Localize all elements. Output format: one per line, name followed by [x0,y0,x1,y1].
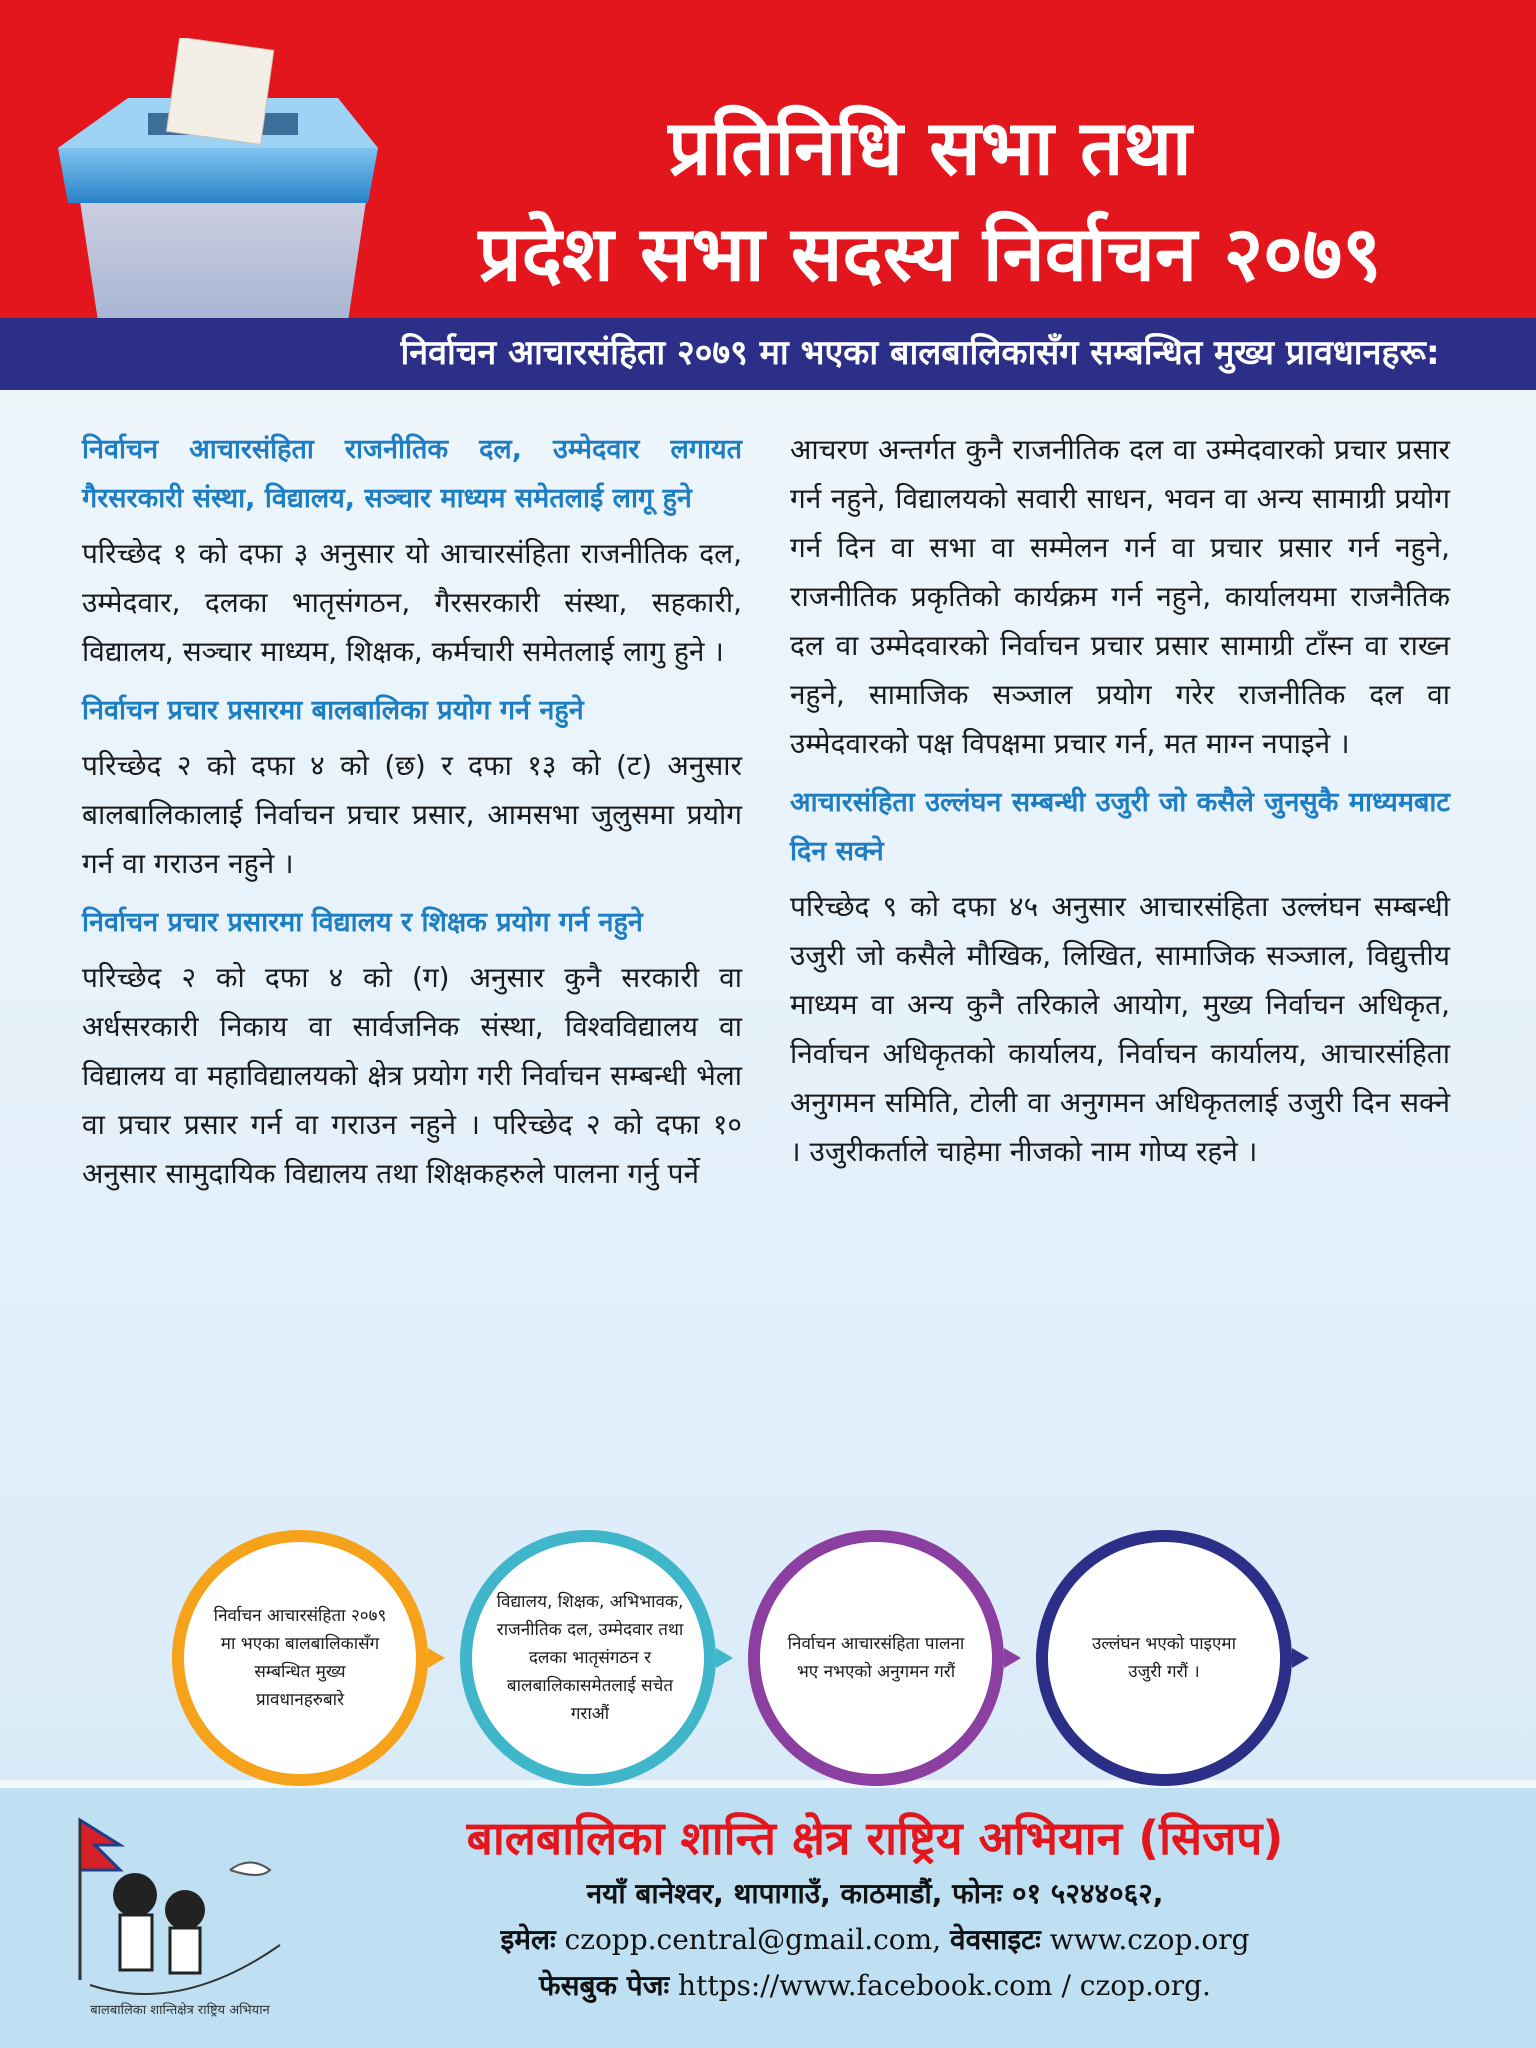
title-line-1: प्रतिनिधि सभा तथा [668,103,1192,192]
title-line-2: प्रदेश सभा सदस्य निर्वाचन २०७९ [478,209,1382,298]
section-heading: आचारसंहिता उल्लंघन सम्बन्धी उजुरी जो कसैले जुनसुकै माध्यमबाट दिन सक्ने [790,787,1450,867]
arrow-3-icon [1004,1648,1021,1668]
section-paragraph: परिच्छेद ९ को दफा ४५ अनुसार आचारसंहिता उल्लंघन सम्बन्धी उजुरी जो कसैले मौखिक, लिखित, सामाजिक सञ्जाल, विद्युत्तीय माध्यम वा अन्य कुनै तरिकाले आयोग, मुख्य निर्वाचन अधिकृत, निर्वाचन अधिकृतको कार्यालय, निर्वाचन कार्यालय, आचारसंहिता अनुगमन समिति, टोली वा अनुगमन अधिकृतलाई उजुरी दिन सक्ने । उजुरीकर्ताले चाहेमा नीजको नाम गोप्य रहने । [790,890,1450,1168]
email-label: इमेलः [500,1923,556,1956]
section-paragraph: परिच्छेद १ को दफा ३ अनुसार यो आचारसंहिता राजनीतिक दल, उम्मेदवार, दलका भातृसंगठन, गैरसरकारी संस्था, सहकारी, विद्यालय, सञ्चार माध्यम, शिक्षक, कर्मचारी समेतलाई लागु हुने । [82,537,742,668]
organization-logo [60,1800,300,2030]
step-text-1: निर्वाचन आचारसंहिता २०७९ मा भएका बालबालिकासँग सम्बन्धित मुख्य प्रावधानहरुबारे [213,1606,387,1710]
organization-name: बालबालिका शान्ति क्षेत्र राष्ट्रिय अभियान (सिजप) [466,1811,1284,1865]
page-subtitle: निर्वाचन आचारसंहिता २०७९ मा भएका बालबालिकासँग सम्बन्धित मुख्य प्रावधानहरू: [400,333,1440,373]
step-text-3: निर्वाचन आचारसंहिता पालना भए नभएको अनुगमन गरौं [787,1634,965,1682]
address-line: नयाँ बानेश्वर, थापागाउँ, काठमाडौं, फोनः ०१ ५२४४०६२, [586,1877,1164,1910]
page-title [380,95,1480,307]
step-text-4: उल्लंघन भएको पाइएमा उजुरी गरौं । [1092,1634,1236,1682]
left-column [82,425,742,1208]
section-paragraph: आचरण अन्तर्गत कुनै राजनीतिक दल वा उम्मेदवारको प्रचार प्रसार गर्न नहुने, विद्यालयको सवारी साधन, भवन वा अन्य सामाग्री प्रयोग गर्न दिन वा सभा वा सम्मेलन गर्न वा प्रचार प्रसार गर्न नहुने, राजनीतिक प्रकृतिको कार्यक्रम गर्न नहुने, कार्यालयमा राजनैतिक दल वा उम्मेदवारको निर्वाचन प्रचार प्रसार सामाग्री टाँस्न वा राख्न नहुने, सामाजिक सञ्जाल प्रयोग गरेर राजनीतिक दल वा उम्मेदवारको पक्ष विपक्षमा प्रचार गर्न, मत माग्न नपाइने । [790,433,1450,760]
facebook-link[interactable]: https://www.facebook.com / czop.org. [678,1969,1211,2002]
right-column [790,425,1450,1186]
website-link[interactable]: www.czop.org [1049,1923,1250,1956]
arrow-2-icon [716,1648,733,1668]
facebook-label: फेसबुक पेजः [539,1969,670,2002]
section-paragraph: परिच्छेद २ को दफा ४ को (छ) र दफा १३ को (ट) अनुसार बालबालिकालाई निर्वाचन प्रचार प्रसार, आमसभा जुलुसमा प्रयोग गर्न वा गराउन नहुने । [82,749,742,880]
section-heading: निर्वाचन प्रचार प्रसारमा बालबालिका प्रयोग गर्न नहुने [82,695,584,726]
section-heading: निर्वाचन प्रचार प्रसारमा विद्यालय र शिक्षक प्रयोग गर्न नहुने [82,907,643,938]
email-website-line [290,1918,1460,1962]
logo-caption: बालबालिका शान्तिक्षेत्र राष्ट्रिय अभियान [90,2003,270,2018]
step-text-2: विद्यालय, शिक्षक, अभिभावक, राजनीतिक दल, उम्मेदवार तथा दलका भातृसंगठन र बालबालिकासमेतलाई सचेत गराऔं [496,1592,684,1724]
website-label: वेवसाइटः [950,1923,1041,1956]
section-heading: निर्वाचन आचारसंहिता राजनीतिक दल, उम्मेदवार लगायत गैरसरकारी संस्था, विद्यालय, सञ्चार माध्यम समेतलाई लागू हुने [82,434,742,514]
arrow-4-icon [1292,1648,1309,1668]
arrow-1-icon [428,1648,445,1668]
email-link[interactable]: czopp.central@gmail.com, [564,1923,942,1956]
facebook-line [290,1964,1460,2008]
section-paragraph: परिच्छेद २ को दफा ४ को (ग) अनुसार कुनै सरकारी वा अर्धसरकारी निकाय वा सार्वजनिक संस्था, विश्वविद्यालय वा विद्यालय वा महाविद्यालयको क्षेत्र प्रयोग गरी निर्वाचन सम्बन्धी भेला वा प्रचार प्रसार गर्न वा गराउन नहुने । परिच्छेद २ को दफा १० अनुसार सामुदायिक विद्यालय तथा शिक्षकहरुले पालना गर्नु पर्ने [82,961,742,1190]
